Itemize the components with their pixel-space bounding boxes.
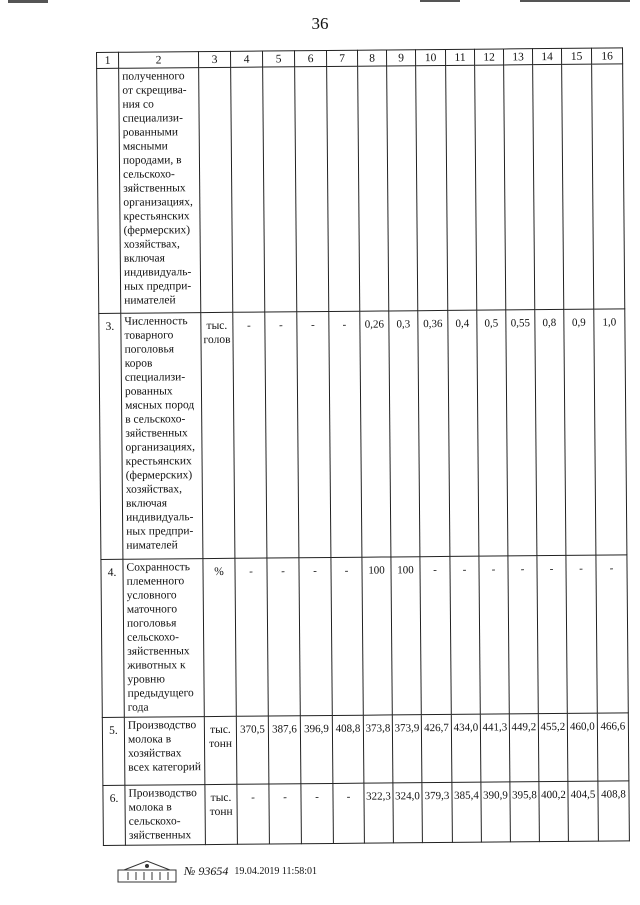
registration-number: № 93654 xyxy=(184,863,229,878)
value-cell: 100 xyxy=(362,557,392,715)
value-cell: 460,0 xyxy=(567,713,598,781)
value-cell: - xyxy=(331,557,363,715)
value-cell: - xyxy=(235,558,268,716)
indicator-name: Численность товарного поголовья коров специализи-рованных мясных пород в сельскохо-зяйственных организациях, крестьянских (фермерских) хозяйствах, включая индивидуаль-ных предпри-нимателей xyxy=(121,313,203,560)
unit-cell xyxy=(199,67,233,312)
value-cell xyxy=(504,65,535,310)
value-cell: - xyxy=(267,558,300,716)
value-cell xyxy=(446,65,477,310)
page-number: 36 xyxy=(311,14,329,33)
row-number: 5. xyxy=(102,717,125,785)
value-cell: 370,5 xyxy=(236,716,269,784)
value-cell: - xyxy=(237,784,270,844)
value-cell: 0,55 xyxy=(506,310,537,556)
value-cell xyxy=(562,64,594,309)
value-cell: - xyxy=(269,784,302,844)
value-cell: - xyxy=(566,555,597,713)
value-cell: 0,8 xyxy=(535,309,566,555)
value-cell: 449,2 xyxy=(509,714,539,782)
indicators-table xyxy=(96,47,630,846)
value-cell xyxy=(387,66,418,311)
header-cell: 2 xyxy=(119,52,199,69)
indicator-name: Сохранность племенного условного маточного поголовья сельскохо-зяйственных животных к уровню предыдущего года xyxy=(123,559,204,718)
unit-cell: тыс. голов xyxy=(201,312,235,558)
value-cell xyxy=(327,66,360,311)
indicator-name: Производство молока в хозяйствах всех категорий xyxy=(124,717,205,786)
value-cell: 0,4 xyxy=(448,310,479,556)
value-cell: 441,3 xyxy=(480,714,510,782)
value-cell: 324,0 xyxy=(393,783,423,843)
value-cell xyxy=(592,64,625,309)
row-number: 3. xyxy=(99,313,123,559)
header-cell: 9 xyxy=(386,50,415,66)
value-cell: - xyxy=(299,557,332,715)
header-cell: 15 xyxy=(561,48,591,64)
value-cell xyxy=(533,64,564,309)
value-cell: 0,36 xyxy=(418,310,450,556)
value-cell xyxy=(475,65,506,310)
value-cell: 0,5 xyxy=(477,310,508,556)
value-cell: - xyxy=(420,556,451,714)
table-row xyxy=(97,64,625,314)
value-cell: 455,2 xyxy=(538,713,568,781)
value-cell: - xyxy=(450,556,480,714)
header-cell: 14 xyxy=(532,48,561,64)
value-cell xyxy=(416,65,448,310)
scan-artifact xyxy=(420,0,460,2)
row-number xyxy=(97,68,121,313)
row-number: 4. xyxy=(101,559,124,717)
value-cell: - xyxy=(333,783,365,843)
header-cell: 10 xyxy=(415,49,445,65)
value-cell: - xyxy=(537,555,567,713)
value-cell: 0,26 xyxy=(360,311,391,557)
value-cell xyxy=(295,66,329,311)
scan-artifact xyxy=(520,0,630,2)
value-cell: 434,0 xyxy=(451,714,481,782)
value-cell: 373,8 xyxy=(363,715,393,783)
value-cell: 0,9 xyxy=(564,309,596,555)
value-cell: - xyxy=(508,556,538,714)
header-cell: 6 xyxy=(294,50,326,66)
value-cell: - xyxy=(479,556,509,714)
header-cell: 4 xyxy=(230,51,262,67)
value-cell: - xyxy=(265,312,299,558)
government-seal-icon xyxy=(116,858,178,884)
table-row xyxy=(101,555,628,718)
header-cell: 5 xyxy=(262,51,294,67)
value-cell: 379,3 xyxy=(422,782,453,842)
value-cell: 404,5 xyxy=(568,781,599,841)
scan-artifact xyxy=(8,0,48,3)
value-cell: 400,2 xyxy=(539,781,569,841)
header-cell: 16 xyxy=(591,48,622,64)
value-cell: 373,9 xyxy=(392,715,422,783)
unit-cell: тыс. тонн xyxy=(205,784,238,844)
value-cell: 466,6 xyxy=(597,713,629,781)
header-cell: 13 xyxy=(503,49,532,65)
value-cell xyxy=(231,67,265,312)
unit-cell: тыс. тонн xyxy=(204,716,237,784)
header-cell: 12 xyxy=(474,49,503,65)
value-cell: 408,8 xyxy=(332,715,364,783)
value-cell: 1,0 xyxy=(594,309,627,555)
value-cell xyxy=(263,67,297,312)
value-cell: 0,3 xyxy=(389,311,420,557)
unit-cell: % xyxy=(203,558,236,716)
table-row xyxy=(103,781,630,846)
registration-timestamp: 19.04.2019 11:58:01 xyxy=(234,865,318,877)
value-cell: 395,8 xyxy=(510,782,540,842)
row-number: 6. xyxy=(103,785,126,845)
table-row xyxy=(102,713,629,786)
value-cell: 100 xyxy=(391,557,421,715)
document-footer xyxy=(116,858,317,884)
header-cell: 7 xyxy=(326,50,357,66)
value-cell: - xyxy=(233,312,267,558)
header-cell: 3 xyxy=(199,51,231,67)
value-cell: 426,7 xyxy=(421,714,452,782)
indicator-name: Производство молока в сельскохо-зяйственных xyxy=(125,785,206,846)
value-cell xyxy=(358,66,389,311)
header-cell: 11 xyxy=(445,49,474,65)
indicator-name: полученного от скрещива-ния со специализи-рованными мясными породами, в сельскохо-зяйственных организациях, крестьянских (фермерских) хозяйствах, включая индивидуаль-ных предпри-нимателей xyxy=(119,68,201,314)
value-cell: 390,9 xyxy=(481,782,511,842)
value-cell: 387,6 xyxy=(268,716,301,784)
value-cell: 385,4 xyxy=(452,782,482,842)
header-cell: 8 xyxy=(357,50,386,66)
value-cell: - xyxy=(301,783,334,843)
table-row xyxy=(99,309,627,560)
value-cell: - xyxy=(297,311,331,557)
value-cell: 408,8 xyxy=(598,781,630,841)
header-cell: 1 xyxy=(97,52,119,68)
value-cell: - xyxy=(329,311,362,557)
value-cell: 396,9 xyxy=(300,715,333,783)
value-cell: - xyxy=(596,555,628,713)
value-cell: 322,3 xyxy=(364,783,394,843)
